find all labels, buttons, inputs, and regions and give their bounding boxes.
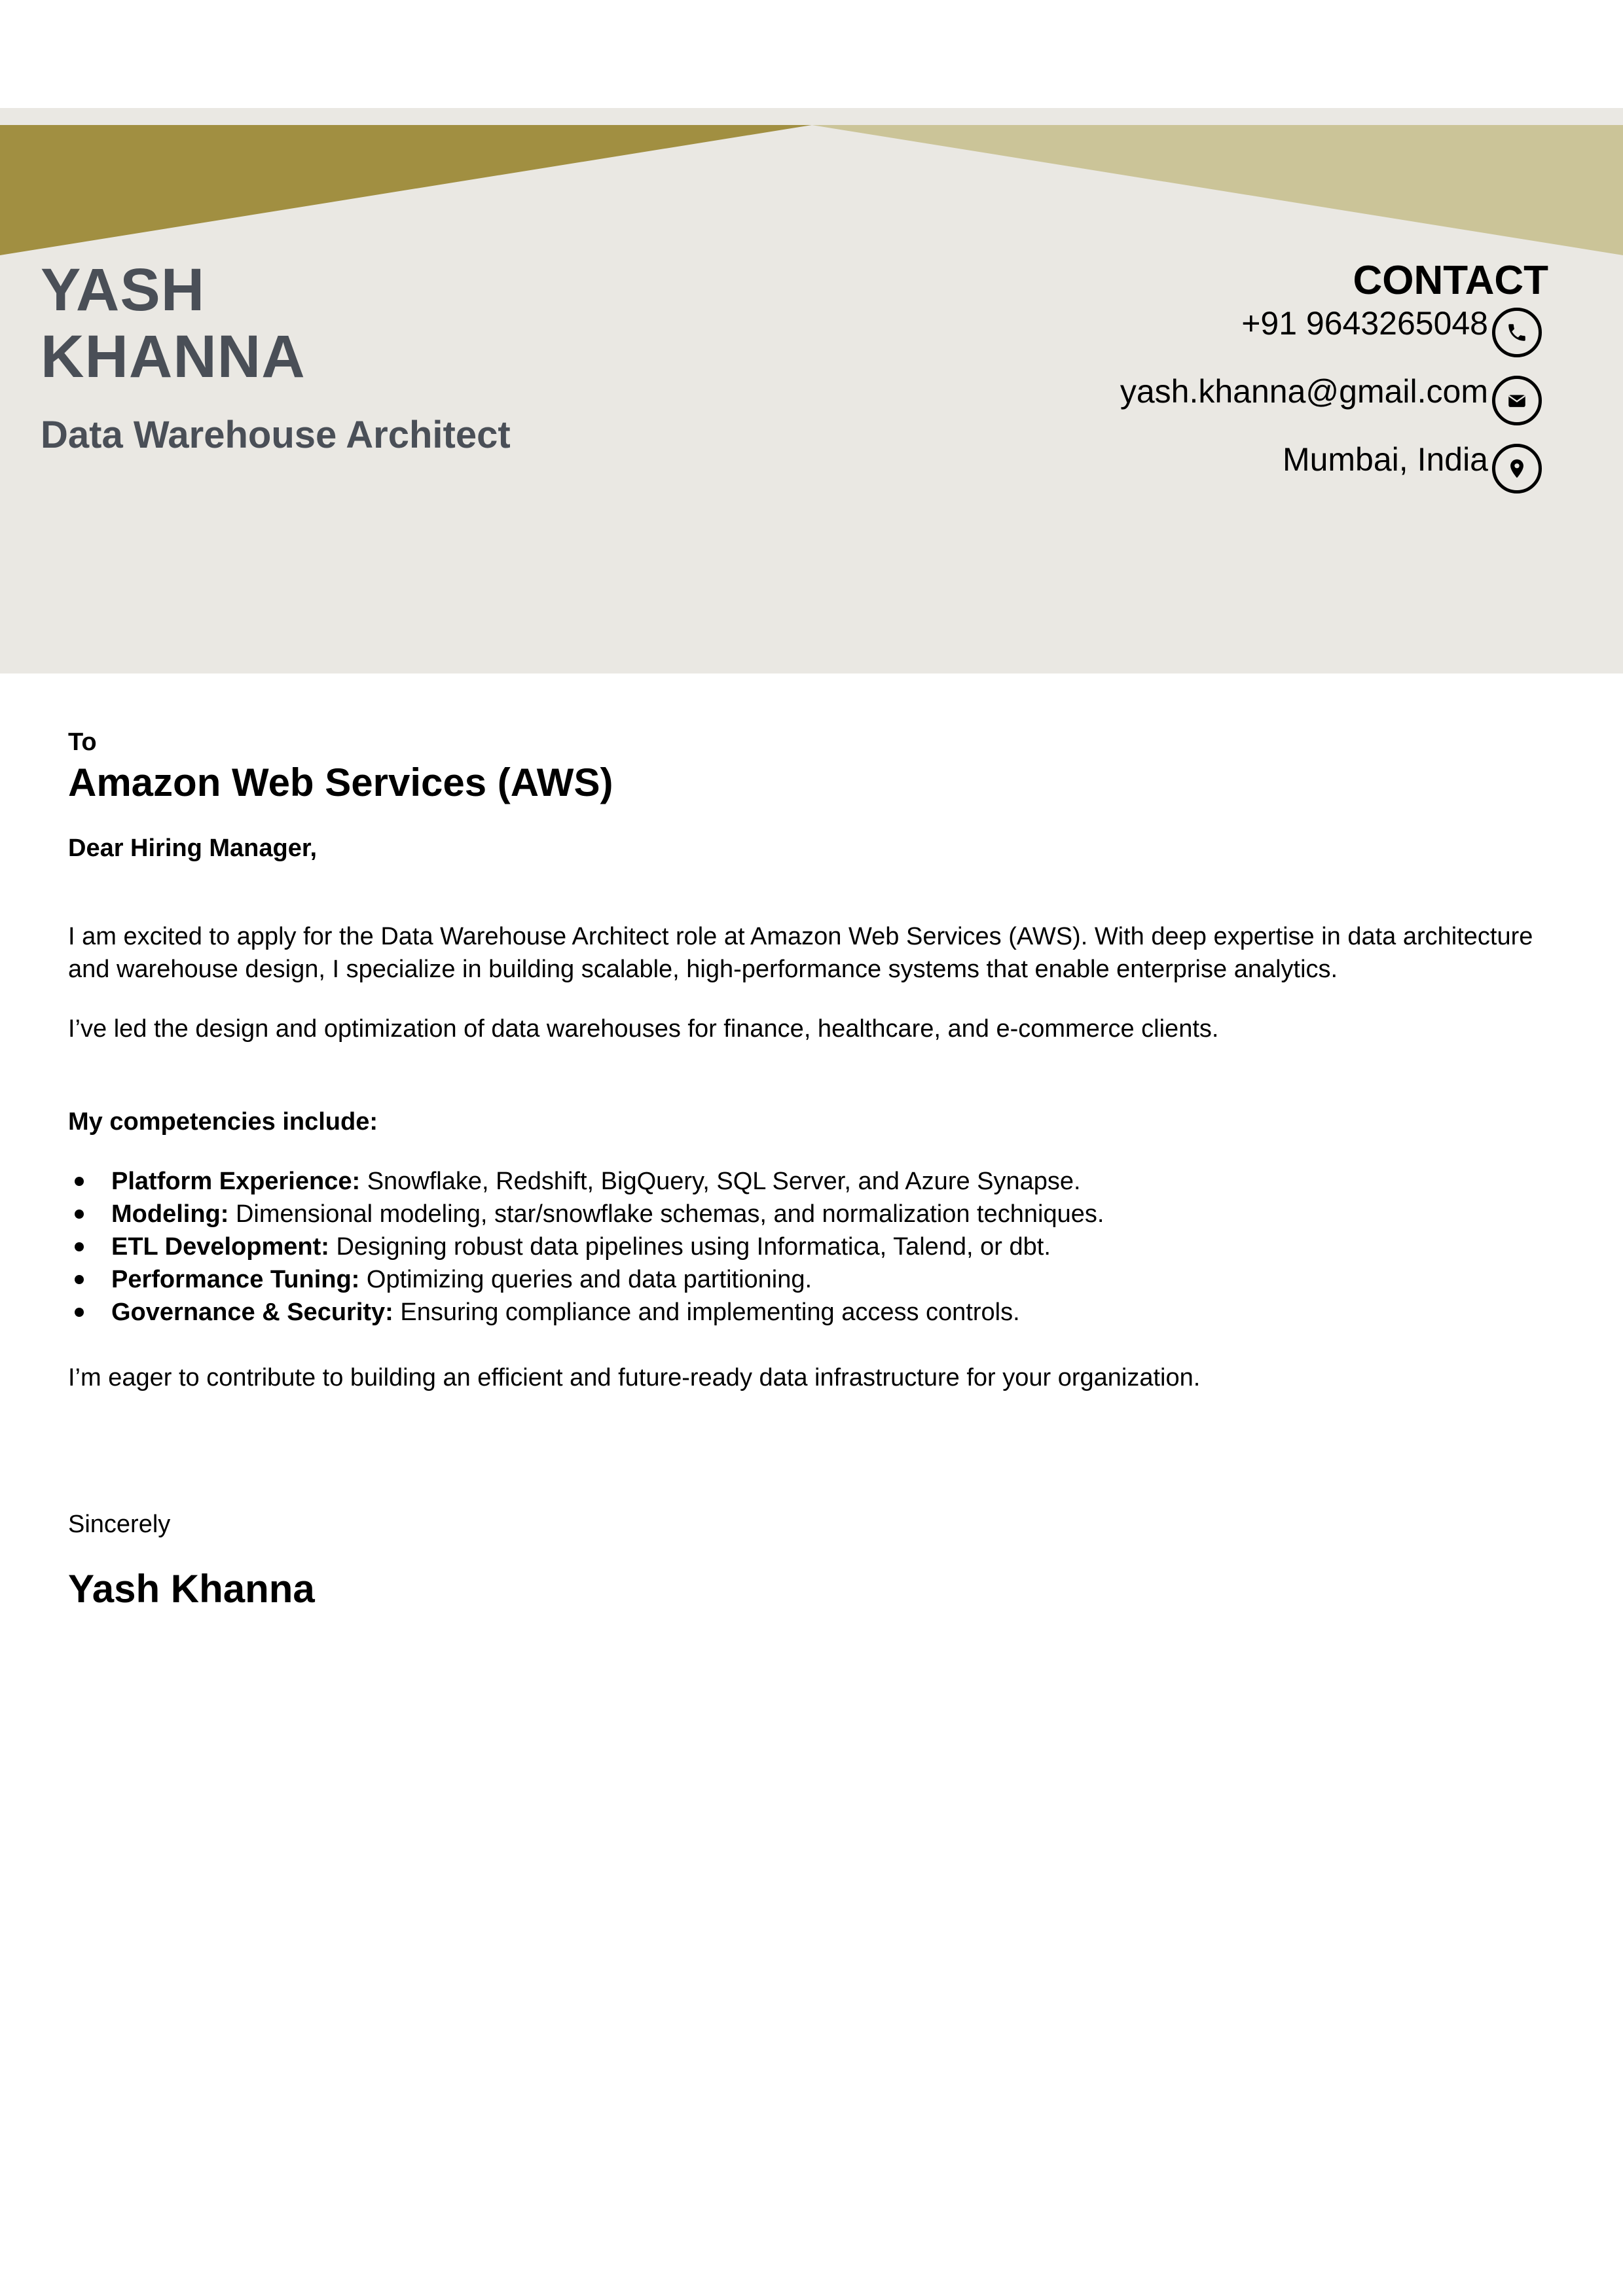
competency-text: Snowflake, Redshift, BigQuery, SQL Server, and Azure Synapse.	[360, 1168, 1081, 1195]
job-title: Data Warehouse Architect	[41, 414, 511, 456]
list-item	[68, 1198, 1567, 1230]
bullet-icon	[75, 1308, 84, 1317]
header-top-strip	[0, 108, 1623, 125]
list-item	[68, 1263, 1567, 1296]
letter-paragraph-intro: I am excited to apply for the Data Warehouse Architect role at Amazon Web Services (AWS). With deep expertise in data architecture and warehouse design, I specialize in building scalable, high-performance systems that enable enterprise analytics.	[68, 923, 1533, 983]
competency-term: ETL Development:	[111, 1233, 329, 1261]
competencies-heading: My competencies include:	[68, 1108, 378, 1136]
contact-location-text: Mumbai, India	[1282, 441, 1488, 478]
location-pin-icon	[1492, 444, 1542, 493]
recipient-company: Amazon Web Services (AWS)	[68, 761, 613, 804]
candidate-name-last: KHANNA	[41, 323, 306, 390]
closing-phrase: Sincerely	[68, 1511, 171, 1538]
list-item	[68, 1230, 1567, 1263]
list-item	[68, 1165, 1567, 1198]
competency-text: Dimensional modeling, star/snowflake schemas, and normalization techniques.	[228, 1200, 1104, 1228]
header-triangle-light	[812, 125, 1623, 255]
bullet-icon	[75, 1242, 84, 1251]
candidate-name	[41, 257, 306, 390]
recipient-label: To	[68, 728, 97, 756]
competency-term: Modeling:	[111, 1200, 229, 1228]
signature-name: Yash Khanna	[68, 1567, 315, 1611]
letter-paragraph-experience: I’ve led the design and optimization of data warehouses for finance, healthcare, and e-commerce clients.	[68, 1015, 1219, 1043]
list-item	[68, 1296, 1567, 1329]
competency-term: Performance Tuning:	[111, 1266, 360, 1293]
header-triangle-dark	[0, 125, 812, 255]
competency-text: Optimizing queries and data partitioning.	[359, 1266, 812, 1293]
competencies-list	[68, 1165, 1567, 1329]
contact-email	[1120, 370, 1542, 425]
header-decoration	[0, 108, 1623, 278]
bullet-icon	[75, 1177, 84, 1186]
salutation: Dear Hiring Manager,	[68, 834, 318, 862]
competency-term: Platform Experience:	[111, 1168, 361, 1195]
contact-phone	[1241, 302, 1542, 357]
bullet-icon	[75, 1275, 84, 1284]
candidate-name-first: YASH	[41, 257, 206, 323]
phone-icon	[1492, 308, 1542, 357]
competency-term: Governance & Security:	[111, 1299, 393, 1326]
competency-text: Ensuring compliance and implementing access controls.	[393, 1299, 1020, 1326]
competency-text: Designing robust data pipelines using Informatica, Talend, or dbt.	[329, 1233, 1051, 1261]
contact-heading: CONTACT	[1353, 258, 1548, 303]
envelope-icon	[1492, 376, 1542, 425]
letter-paragraph-closing: I’m eager to contribute to building an efficient and future-ready data infrastructure for your organization.	[68, 1364, 1201, 1391]
contact-email-text: yash.khanna@gmail.com	[1120, 373, 1488, 410]
contact-location	[1283, 439, 1542, 493]
bullet-icon	[75, 1210, 84, 1219]
contact-phone-text: +91 9643265048	[1241, 305, 1488, 342]
